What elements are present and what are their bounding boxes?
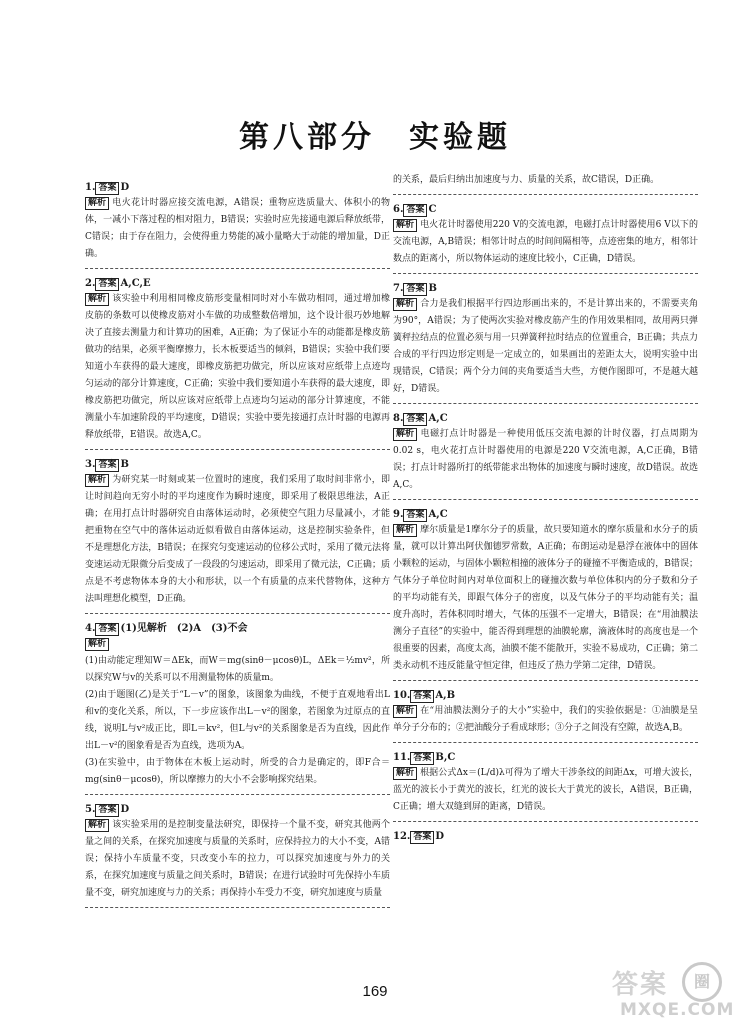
answer-entry [85, 457, 390, 614]
answer-value: D [435, 831, 445, 842]
analysis-tag: 解析 [393, 298, 417, 311]
analysis-body: 的关系，最后归纳出加速度与力、质量的关系，故C错误，D正确。 [393, 175, 660, 185]
answer-tag: 答案 [95, 459, 119, 472]
question-number: 1. [85, 182, 96, 193]
answer-value: B,C [435, 752, 456, 763]
answer-tag: 答案 [95, 182, 119, 195]
question-number: 5. [85, 804, 96, 815]
analysis-tag: 解析 [85, 197, 109, 210]
question-number: 10. [393, 690, 411, 701]
watermark-text: 答案 [612, 970, 669, 1000]
analysis-body: 电火花计时器应接交流电源，A错误；重物应选质量大、体积小的物体，一减小下落过程的相对阻力，B错误；实验时应先接通电源后释放纸带，C错误；由于存在阻力，会使得重力势能的减小量略大于动能的增加量，D正确。 [85, 198, 390, 259]
analysis-tag: 解析 [393, 524, 417, 537]
analysis-tag: 解析 [85, 474, 109, 487]
question-header [85, 180, 390, 195]
page-title: 第八部分 实验题 [239, 120, 511, 155]
answer-value: D [120, 804, 130, 815]
question-header [393, 202, 698, 217]
answer-tag: 答案 [95, 804, 119, 817]
analysis-body: 电火花计时器使用220 V的交流电源，电磁打点计时器使用6 V以下的交流电源，A,B错误；相邻计时点的时间间隔相等，点迹密集的地方，相邻计数点的距离小，所以物体运动的速度比较小，C正确，D错误。 [393, 220, 698, 264]
analysis-tag: 解析 [393, 428, 417, 441]
question-header [393, 507, 698, 522]
analysis-text [393, 522, 698, 675]
answer-value: A,B [435, 690, 456, 701]
answer-value: C [428, 204, 437, 215]
answer-tag: 答案 [95, 278, 119, 291]
analysis-line: (2)由于题图(乙)是关于“L－v”的图象，该图象为曲线，不便于直观地看出L和v的变化关系，所以，下一步应该作出L－v²的图象，若图象为过原点的直线，说明L与v²成正比，即L＝kv²，但L与v²的关系图象是否为直线，因此作出L－v²的图象看是否为直线，选项为A。 [85, 690, 390, 751]
answer-entry [393, 202, 698, 274]
analysis-tag: 解析 [393, 705, 417, 718]
question-number: 2. [85, 278, 96, 289]
analysis-body: 合力是我们根据平行四边形画出来的，不是计算出来的，不需要夹角为90°，A错误；为了使两次实验对橡皮筋产生的作用效果相同，故用两只弹簧秤拉结点的位置必须与用一只弹簧秤拉时结点的位置重合，B正确；共点力合成的平行四边形定则是一定成立的，如果画出的差距太大，说明实验中出现错误，C错误；两个分力间的夹角要适当大些，方便作图即可，不是越大越好，D错误。 [393, 299, 698, 394]
analysis-text [393, 765, 698, 816]
question-header [85, 457, 390, 472]
question-header [393, 688, 698, 703]
analysis-text [393, 703, 698, 737]
left-column [85, 180, 390, 915]
question-number: 12. [393, 831, 411, 842]
analysis-tag: 解析 [393, 767, 417, 780]
answer-entry [393, 688, 698, 743]
answer-value: B [428, 283, 437, 294]
right-column [393, 175, 698, 856]
analysis-body: 为研究某一时刻或某一位置时的速度，我们采用了取时间非常小，即让时间趋向无穷小时的平均速度作为瞬时速度，即采用了极限思维法，A正确；在用打点计时器研究自由落体运动时，必须使空气阻力尽量减小，才能把重物在空气中的落体运动近似看做自由落体运动，这是控制实验条件，但不是理想化方法，B错误；在探究匀变速运动的位移公式时，采用了微元法将变速运动无限微分后变成了一段段的匀速运动，即采用了微元法，C正确；质点是不考虑物体本身的大小和形状，以一个有质量的点来代替物体，这种方法叫理想化模型，D正确。 [85, 475, 390, 604]
answer-value: D [120, 182, 130, 193]
question-header [393, 750, 698, 765]
question-number: 4. [85, 623, 96, 634]
answer-value: A,C,E [120, 278, 151, 289]
watermark-logo [600, 958, 750, 1025]
analysis-text [85, 817, 390, 902]
question-number: 6. [393, 204, 404, 215]
answer-entry [85, 621, 390, 795]
analysis-tag: 解析 [85, 819, 109, 832]
answer-tag: 答案 [410, 690, 434, 703]
answer-entry [393, 829, 698, 849]
analysis-line: (3)在实验中，由于物体在木板上运动时，所受的合力是确定的，即F合＝mg(sinθ－μcosθ)，所以摩擦力的大小不会影响探究结果。 [85, 758, 390, 785]
question-header [85, 276, 390, 291]
question-number: 9. [393, 509, 404, 520]
answer-entry [393, 172, 698, 195]
analysis-text [85, 195, 390, 263]
analysis-body: 在“用油膜法测分子的大小”实验中，我们的实验依据是：①油膜是呈单分子分布的；②把油酸分子看成球形；③分子之间没有空隙，故选A,B。 [393, 706, 698, 733]
answer-entry [393, 281, 698, 404]
answer-entry [393, 750, 698, 822]
analysis-text [393, 296, 698, 398]
analysis-text [85, 472, 390, 608]
analysis-line: (1)由动能定理知W＝ΔEk，而W＝mg(sinθ－μcosθ)L，ΔEk＝½mv²，所以探究W与v的关系可以不用测量物体的质量m。 [85, 656, 390, 683]
answer-tag: 答案 [403, 283, 427, 296]
answer-tag: 答案 [410, 831, 434, 844]
analysis-body: 该实验中利用相同橡皮筋形变量相同时对小车做功相同，通过增加橡皮筋的条数可以使橡皮筋对小车做的功成整数倍增加，这个设计很巧妙地解决了直接去测量力和计算功的困难，A正确；为了保证小车的动能都是橡皮筋做功的结果，必须平衡摩擦力，长木板要适当的倾斜，B错误；实验中我们要知道小车获得的最大速度，即橡皮筋把功做完，所以应该对应纸带上点迹均匀运动的部分计算速度，C正确；实验中我们要知道小车获得的最大速度，即橡皮筋把功做完，所以应该对应纸带上点迹均匀运动的部分计算速度，不能测量小车加速阶段的平均速度，D错误；实验中要先接通打点计时器的电源再释放纸带，E错误。故选A,C。 [85, 294, 390, 440]
page-number: 169 [362, 983, 388, 1000]
answer-tag: 答案 [403, 204, 427, 217]
answer-value: (1)见解析 (2)A (3)不会 [120, 623, 248, 634]
analysis-text [393, 172, 698, 189]
analysis-tag: 解析 [85, 638, 109, 651]
answer-value: B [120, 459, 129, 470]
answer-entry [85, 276, 390, 450]
watermark-url: MXQE.COM [620, 1000, 735, 1020]
question-header [393, 281, 698, 296]
analysis-text [85, 291, 390, 444]
answer-value: A,C [428, 413, 448, 424]
answer-entry [85, 802, 390, 908]
analysis-body: 摩尔质量是1摩尔分子的质量，故只要知道水的摩尔质量和水分子的质量，就可以计算出阿伏伽德罗常数，A正确；布朗运动是悬浮在液体中的固体小颗粒的运动，与固体小颗粒相撞的液体分子的碰撞不平衡造成的，B错误；气体分子单位时间内对单位面积上的碰撞次数与单位体积内的分子数和分子的平均动能有关，即跟气体分子的密度，以及气体分子的平均动能有关；温度升高时，若体积同时增大，气体的压强不一定增大，B错误；在“用油膜法测分子直径”的实验中，能否得到理想的油膜轮廓，滴液体时的高度也是一个很重要的因素，高度太高，油膜不能不能散开，实验不易成功，C正确；第二类永动机不违反能量守恒定律，但违反了热力学第二定律，D错误。 [393, 525, 698, 671]
analysis-body: 根据公式Δx＝(L/d)λ可得为了增大干涉条纹的间距Δx，可增大波长，蓝光的波长小于黄光的波长，红光的波长大于黄光的波长，A错误，B正确，C正确；增大双缝到屏的距离，D错误。 [393, 768, 698, 812]
analysis-body: 电磁打点计时器是一种使用低压交流电源的计时仪器，打点周期为0.02 s，电火花打点计时器使用的电源是220 V交流电源，A,C正确，B错误；打点计时器所打的纸带能求出物体的加速度与瞬时速度，故D错误。故选A,C。 [393, 429, 698, 490]
answer-entry [393, 411, 698, 500]
analysis-text [393, 426, 698, 494]
question-number: 8. [393, 413, 404, 424]
question-number: 3. [85, 459, 96, 470]
analysis-tag: 解析 [85, 293, 109, 306]
question-number: 11. [393, 752, 411, 763]
question-header [85, 621, 390, 636]
analysis-body: 该实验采用的是控制变量法研究，即保持一个量不变，研究其他两个量之间的关系，在探究加速度与质量的关系时，应保持拉力的大小不变，A错误；保持小车质量不变，只改变小车的拉力，可以探究加速度与外力的关系，在探究加速度与质量之间关系时，B错误；在进行试验时可先保持小车质量不变，研究加速度与力的关系；再保持小车受力不变，研究加速度与质量 [85, 820, 390, 898]
watermark-circle-icon: 圈 [682, 962, 722, 1002]
question-number: 7. [393, 283, 404, 294]
answer-entry [393, 507, 698, 681]
answer-entry [85, 180, 390, 269]
answer-tag: 答案 [403, 509, 427, 522]
analysis-heading [85, 636, 390, 653]
answer-value: A,C [428, 509, 448, 520]
answer-tag: 答案 [95, 623, 119, 636]
answer-tag: 答案 [410, 752, 434, 765]
question-header [85, 802, 390, 817]
analysis-tag: 解析 [393, 219, 417, 232]
question-header [393, 829, 698, 844]
question-header [393, 411, 698, 426]
analysis-text [393, 217, 698, 268]
answer-tag: 答案 [403, 413, 427, 426]
